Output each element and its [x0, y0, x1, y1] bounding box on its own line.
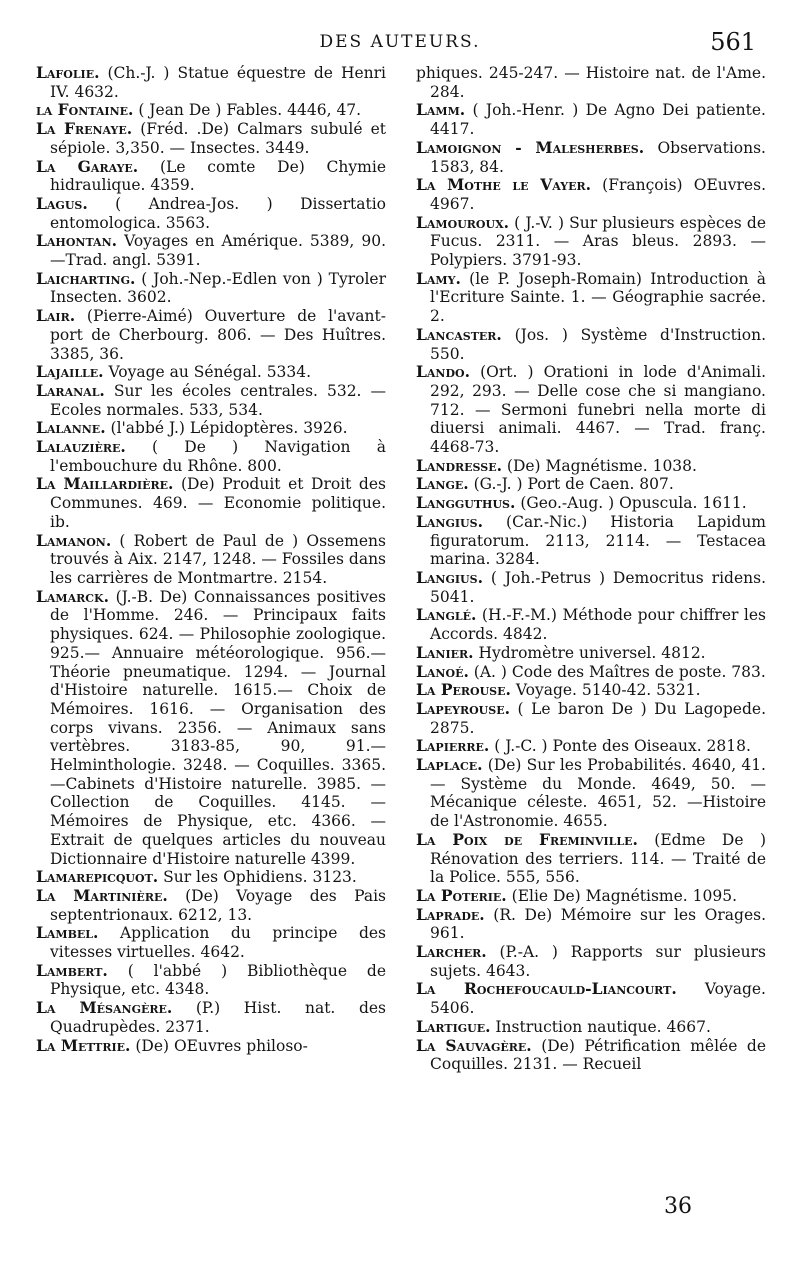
index-entry [36, 924, 386, 961]
author-name: Lapeyrouse. [416, 698, 510, 718]
entry-text: (Ch.-J. ) Statue équestre de Henri IV. 4632. [50, 64, 386, 101]
author-name: Lafolie. [36, 63, 100, 82]
author-name: Lamanon. [36, 530, 112, 550]
author-name: Langius. [416, 567, 483, 587]
entry-text: ( J.-V. ) Sur plusieurs espèces de Fucus. 2311. — Aras bleus. 2893. — Polypiers. 3791-93. [430, 213, 766, 270]
entry-text: (l'abbé J.) Lépidoptères. 3926. [105, 419, 348, 438]
entry-text: Voyage. 5140-42. 5321. [510, 681, 701, 700]
index-entry [416, 176, 766, 213]
index-entry [416, 980, 766, 1017]
index-entry [416, 681, 766, 700]
index-entry [36, 307, 386, 363]
author-name: Lanier. [416, 642, 474, 662]
author-name: Lange. [416, 474, 469, 494]
entry-text: (le P. Joseph-Romain) Introduction à l'Ecriture Sainte. 1. — Géographie sacrée. 2. [430, 269, 766, 326]
index-entry [416, 326, 766, 363]
entry-text: (Edme De ) Rénovation des terriers. 114. — Traité de la Police. 555, 556. [430, 830, 766, 887]
author-name: Lamarck. [36, 586, 109, 606]
index-entry [36, 588, 386, 869]
author-name: Lartigue. [416, 1016, 491, 1036]
index-entry [36, 532, 386, 588]
entry-text: (P.-A. ) Rapports sur plusieurs sujets. 4643. [430, 943, 766, 980]
author-name: Lahontan. [36, 231, 118, 251]
index-entry [36, 868, 386, 887]
index-entry [36, 438, 386, 475]
author-name: Lanoé. [416, 661, 469, 681]
index-entry [36, 382, 386, 419]
entry-text: ( l'abbé ) Bibliothèque de Physique, etc. 4348. [50, 961, 386, 999]
entry-text: (Car.-Nic.) Historia Lapidum figuratorum. 2113, 2114. — Testacea marina. 3284. [430, 512, 766, 569]
entry-text: (A. ) Code des Maîtres de poste. 783. [468, 662, 766, 681]
author-name: Lair. [36, 306, 76, 326]
index-entry [416, 700, 766, 737]
index-entry [416, 831, 766, 887]
entry-text: (François) OEuvres. 4967. [430, 176, 766, 213]
entry-text: (De) Produit et Droit des Communes. 469. — Economie politique. ib. [50, 475, 386, 531]
entry-text: (H.-F.-M.) Méthode pour chiffrer les Accords. 4842. [430, 606, 766, 644]
index-entry [416, 606, 766, 643]
author-name: Lambert. [36, 960, 108, 980]
entry-text: (Geo.-Aug. ) Opuscula. 1611. [515, 494, 747, 513]
entry-text: (P.) Hist. nat. des Quadrupèdes. 2371. [50, 999, 386, 1036]
author-name: Lamm. [416, 100, 466, 120]
entry-text: Hydromètre universel. 4812. [473, 643, 706, 662]
entry-text: ( Joh.-Henr. ) De Agno Dei patiente. 4417. [430, 101, 766, 139]
entry-text: (Ort. ) Orationi in lode d'Animali. 292, 293. — Delle cose che si mangiano. 712. — Sermoni funebri nella morte di diuersi animali. 4467. — Trad. franç. 4468-73. [430, 363, 766, 457]
entry-text: ( Jean De ) Fables. 4446, 47. [133, 101, 362, 120]
entry-text: ( Le baron De ) Du Lagopede. 2875. [430, 699, 766, 737]
author-name: La Poix de Freminville. [416, 829, 638, 849]
author-name: La Sauvagère. [416, 1035, 532, 1055]
index-entry [36, 158, 386, 195]
index-entry [36, 64, 386, 101]
author-name: Lapierre. [416, 736, 490, 756]
index-entry [416, 475, 766, 494]
entry-text: Sur les écoles centrales. 532. — Ecoles normales. 533, 534. [50, 381, 386, 419]
index-entry [36, 1037, 386, 1056]
author-name: La Perouse. [416, 680, 511, 700]
author-name: Laprade. [416, 904, 485, 924]
author-name: La Garaye. [36, 156, 139, 176]
author-name: Lando. [416, 362, 471, 382]
author-name: Lamouroux. [416, 212, 510, 232]
author-name: La Martinière. [36, 885, 168, 905]
index-entry [416, 756, 766, 831]
index-entry [36, 419, 386, 438]
entry-text: Application du principe des vitesses virtuelles. 4642. [50, 924, 386, 962]
entry-text: (De) Voyage des Pais septentrionaux. 6212, 13. [50, 886, 386, 924]
index-entry [416, 101, 766, 138]
entry-text: (G.-J. ) Port de Caen. 807. [468, 475, 674, 494]
entry-text: (J.-B. De) Connaissances positives de l'Homme. 246. — Principaux faits physiques. 624. — Philosophie zoologique. 925.— Annuaire météorologique. 956.— Théorie pneumatique. 1294. — Journal d'Histoire naturelle. 1615.— Choix de Mémoires. 1616. — Organisation des corps vivans. 2356. — Animaux sans vertèbres. 3183-85, 90, 91.— Helminthologie. 3248. — Coquilles. 3365. —Cabinets d'Histoire naturelle. 3985. — Collection de Coquilles. 4145. — Mémoires de Physique, etc. 4366. — Extrait de quelques articles du nouveau Dictionnaire d'Histoire naturelle 4399. [50, 587, 386, 868]
index-entry [416, 906, 766, 943]
running-head [0, 30, 800, 60]
author-name: Laplace. [416, 755, 483, 775]
author-name: La Rochefoucauld-Liancourt. [416, 979, 677, 999]
index-entry [416, 363, 766, 457]
index-entry [36, 363, 386, 382]
entry-text: ( Joh.-Petrus ) Democritus ridens. 5041. [430, 568, 766, 606]
index-entry [416, 1018, 766, 1037]
entry-text: (De) Sur les Probabilités. 4640, 41. — Système du Monde. 4649, 50. — Mécanique céleste. 4651, 52. —Histoire de l'Astronomie. 4655. [430, 756, 766, 831]
index-entry [36, 270, 386, 307]
author-name: Langguthus. [416, 493, 516, 513]
index-entry [36, 101, 386, 120]
index-entry [36, 120, 386, 157]
entry-text: (De) OEuvres philoso- [130, 1036, 308, 1055]
entry-text: (Le comte De) Chymie hidraulique. 4359. [50, 157, 386, 195]
index-entry [36, 962, 386, 999]
author-name: Landresse. [416, 455, 502, 475]
author-name: Laranal. [36, 380, 105, 400]
author-name: La Mettrie. [36, 1035, 131, 1055]
author-name: Laicharting. [36, 268, 136, 288]
entry-text: ( Robert de Paul de ) Ossemens trouvés à Aix. 2147, 1248. — Fossiles dans les carrières de Montmartre. 2154. [50, 531, 386, 587]
entry-text: (Elie De) Magnétisme. 1095. [506, 886, 738, 905]
entry-text: ( J.-C. ) Ponte des Oiseaux. 2818. [489, 737, 751, 756]
entry-text: (De) Magnétisme. 1038. [501, 456, 697, 475]
author-name: Lamoignon - Malesherbes. [416, 137, 645, 157]
entry-text: Voyage au Sénégal. 5334. [103, 363, 312, 382]
author-name: Lalanne. [36, 418, 106, 438]
index-entry [416, 943, 766, 980]
index-entry [416, 737, 766, 756]
index-entry [416, 270, 766, 326]
index-column-left [36, 64, 386, 1055]
index-entry [416, 64, 766, 101]
running-title: DES AUTEURS. [319, 32, 481, 52]
author-name: Lagus. [36, 193, 88, 213]
entry-text: Sur les Ophidiens. 3123. [158, 868, 357, 887]
author-name: Lajaille. [36, 362, 104, 382]
index-column-right [416, 64, 766, 1074]
author-name: La Mésangère. [36, 998, 173, 1018]
entry-text: (Jos. ) Système d'Instruction. 550. [430, 325, 766, 363]
entry-text: (Pierre-Aimé) Ouverture de l'avant-port de Cherbourg. 806. — Des Huîtres. 3385, 36. [50, 307, 386, 363]
index-entry [36, 999, 386, 1036]
entry-text: Voyage. 5406. [430, 980, 766, 1018]
entry-text: Voyages en Amérique. 5389, 90. —Trad. angl. 5391. [50, 232, 386, 270]
index-entry [416, 663, 766, 682]
entry-text: phiques. 245-247. — Histoire nat. de l'Ame. 284. [416, 64, 766, 101]
entry-text: (De) Pétrification mêlée de Coquilles. 2131. — Recueil [430, 1036, 766, 1074]
author-name: La Frenaye. [36, 119, 133, 139]
page-number: 561 [710, 28, 756, 56]
author-name: Lambel. [36, 923, 99, 943]
author-name: Lamy. [416, 268, 461, 288]
author-name: La Poterie. [416, 885, 507, 905]
index-entry [416, 644, 766, 663]
author-name: Langius. [416, 511, 483, 531]
entry-text: ( De ) Navigation à l'embouchure du Rhône. 800. [50, 438, 386, 475]
entry-text: Instruction nautique. 4667. [490, 1017, 711, 1036]
index-entry [416, 139, 766, 176]
author-name: la Fontaine. [36, 100, 134, 120]
index-entry [36, 195, 386, 232]
index-entry [416, 569, 766, 606]
entry-text: ( Andrea-Jos. ) Dissertatio entomologica. 3563. [50, 194, 386, 232]
index-entry [416, 494, 766, 513]
index-entry [36, 887, 386, 924]
author-name: La Mothe le Vayer. [416, 175, 591, 195]
author-name: Lamarepicquot. [36, 867, 159, 887]
index-entry [416, 457, 766, 476]
index-entry [36, 232, 386, 269]
author-name: Larcher. [416, 942, 487, 962]
entry-text: Observations. 1583, 84. [430, 138, 766, 176]
signature-mark: 36 [664, 1194, 692, 1219]
entry-text: ( Joh.-Nep.-Edlen von ) Tyroler Insecten. 3602. [50, 269, 386, 307]
index-entry [416, 513, 766, 569]
author-name: La Maillardière. [36, 474, 174, 494]
entry-text: (Fréd. .De) Calmars subulé et sépiole. 3,350. — Insectes. 3449. [50, 120, 386, 157]
index-entry [416, 887, 766, 906]
author-name: Lalauzière. [36, 437, 126, 457]
index-entry [36, 475, 386, 531]
index-entry [416, 214, 766, 270]
author-name: Lancaster. [416, 324, 502, 344]
index-entry [416, 1037, 766, 1074]
entry-text: (R. De) Mémoire sur les Orages. 961. [430, 905, 766, 943]
author-name: Langlé. [416, 605, 477, 625]
